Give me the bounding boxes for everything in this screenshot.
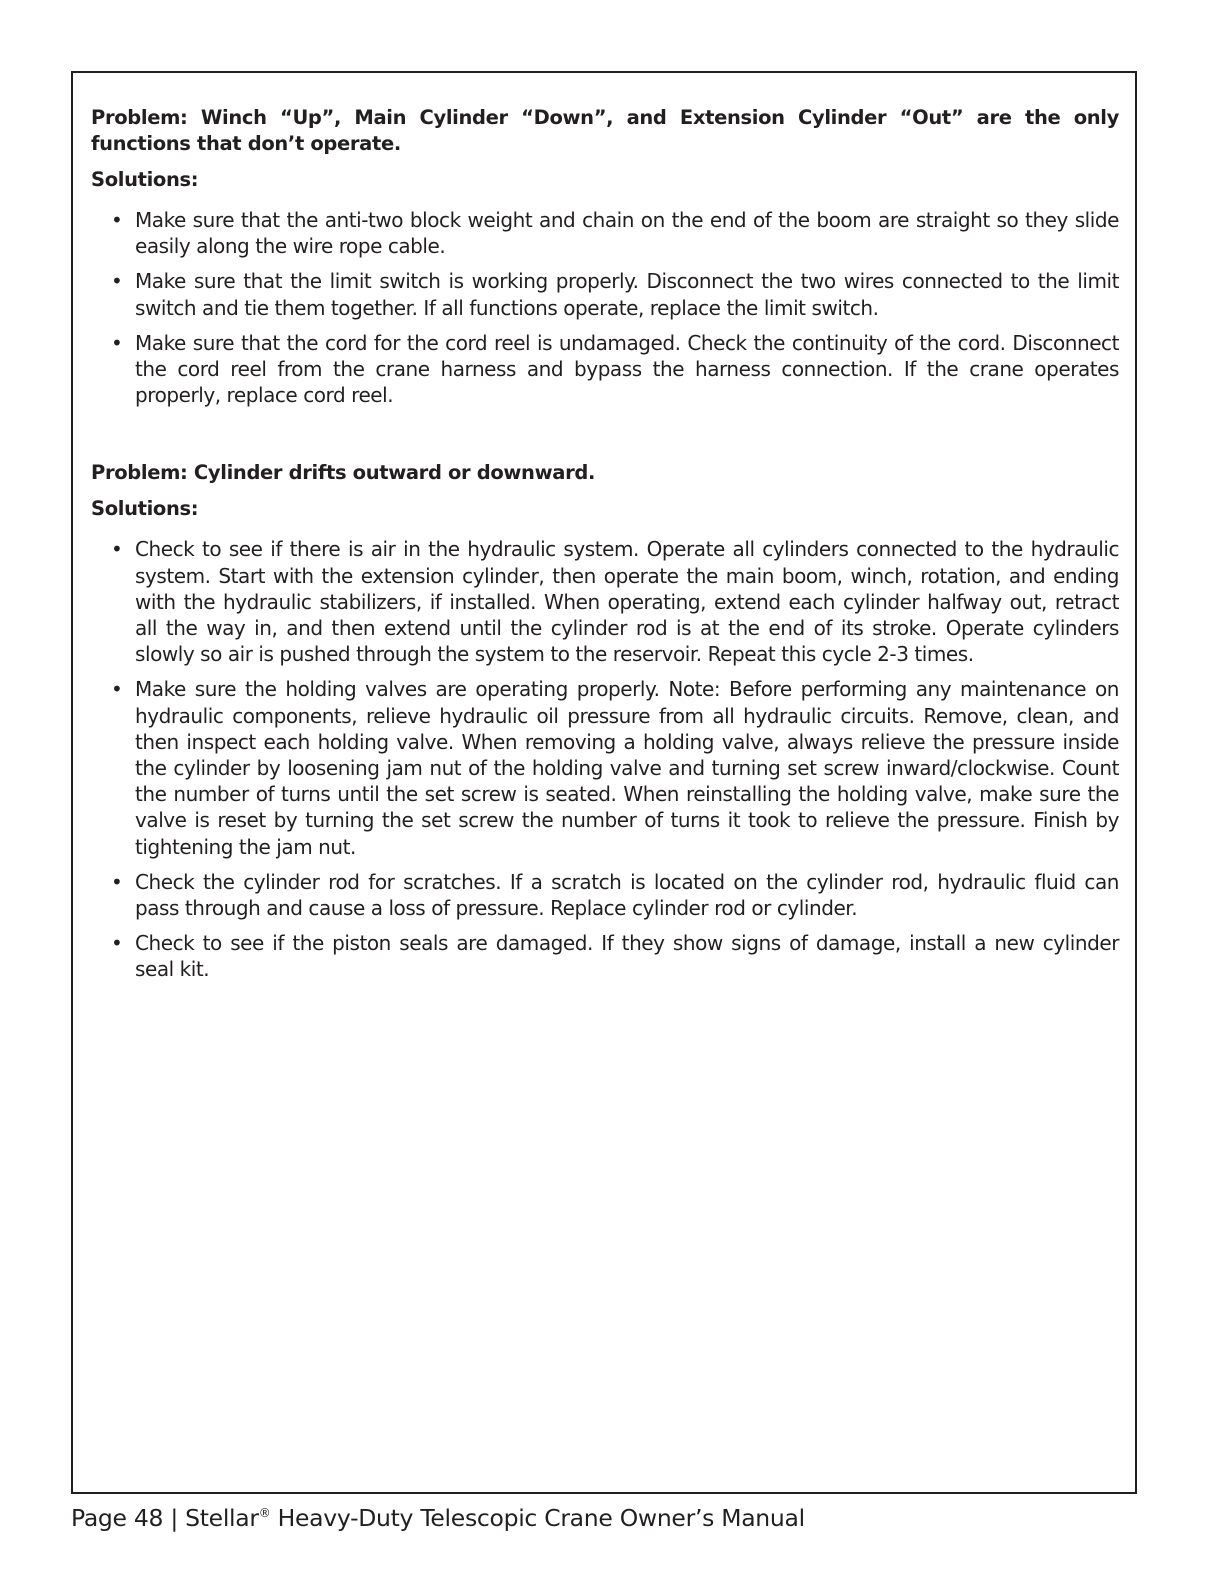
solution-text: Check the cylinder rod for scratches. If a scratch is located on the cylinder rod, hydraulic fluid can pass through and cause a loss of pressure. Replace cylinder rod or cylinder. xyxy=(135,869,1119,921)
solutions-list xyxy=(91,207,1119,408)
solutions-list xyxy=(91,536,1119,982)
bullet-icon: • xyxy=(111,677,123,702)
page-border-frame xyxy=(71,71,1137,1494)
bullet-icon: • xyxy=(111,330,123,355)
page-footer xyxy=(71,1503,805,1533)
solution-item xyxy=(91,536,1119,667)
bullet-icon: • xyxy=(111,537,123,562)
solutions-label: Solutions: xyxy=(91,497,199,521)
solution-item xyxy=(91,330,1119,409)
problem-section-winch xyxy=(91,105,1119,408)
bullet-icon: • xyxy=(111,869,123,894)
solutions-label: Solutions: xyxy=(91,168,199,191)
solution-item xyxy=(91,869,1119,921)
solution-text: Check to see if there is air in the hydraulic system. Operate all cylinders connected to the hydraulic system. Start with the extension cylinder, then operate the main boom, winch, rotation, and ending with the hydraulic stabilizers, if installed. When operating, extend each cylinder halfway out, retract all the way in, and then extend until the cylinder rod is at the end of its stroke. Operate cylinders slowly so air is pushed through the system to the reservoir. Repeat this cycle 2-3 times. xyxy=(135,537,1119,667)
problem-heading: Problem: Cylinder drifts outward or downward. xyxy=(91,461,595,485)
solution-text: Make sure that the limit switch is working properly. Disconnect the two wires connected to the limit switch and tie them together. If all functions operate, replace the limit switch. xyxy=(135,269,1119,320)
problem-heading: Problem: Winch “Up”, Main Cylinder “Down”, and Extension Cylinder “Out” are the only functions that don’t operate. xyxy=(91,106,1119,155)
solution-text: Make sure that the anti-two block weight and chain on the end of the boom are straight so they slide easily along the wire rope cable. xyxy=(135,208,1119,259)
solution-text: Make sure the holding valves are operating properly. Note: Before performing any maintenance on hydraulic components, relieve hydraulic oil pressure from all hydraulic circuits. Remove, clean, and then inspect each holding valve. When removing a holding valve, always relieve the pressure inside the cylinder by loosening jam nut of the holding valve and turning set screw inward/clockwise. Count the number of turns until the set screw is seated. When reinstalling the holding valve, make sure the valve is reset by turning the set screw the number of turns it took to relieve the pressure. Finish by tightening the jam nut. xyxy=(135,677,1119,859)
bullet-icon: • xyxy=(111,269,123,294)
registered-mark: ® xyxy=(258,1506,271,1520)
solution-item xyxy=(91,930,1119,982)
footer-separator: | xyxy=(170,1504,178,1532)
problem-section-cylinder-drift xyxy=(91,460,1119,982)
bullet-icon: • xyxy=(111,931,123,956)
solution-text: Make sure that the cord for the cord reel is undamaged. Check the continuity of the cord. Disconnect the cord reel from the crane harness and bypass the harness connection. If the crane operates properly, replace cord reel. xyxy=(135,330,1119,408)
troubleshooting-content xyxy=(91,105,1119,1035)
bullet-icon: • xyxy=(111,208,123,232)
manual-title: Heavy-Duty Telescopic Crane Owner’s Manual xyxy=(277,1504,805,1532)
solution-item xyxy=(91,207,1119,259)
page-number: Page 48 xyxy=(71,1504,164,1532)
solution-text: Check to see if the piston seals are damaged. If they show signs of damage, install a new cylinder seal kit. xyxy=(135,931,1119,982)
brand-name: Stellar xyxy=(185,1504,259,1532)
solution-item xyxy=(91,268,1119,320)
solution-item xyxy=(91,676,1119,859)
